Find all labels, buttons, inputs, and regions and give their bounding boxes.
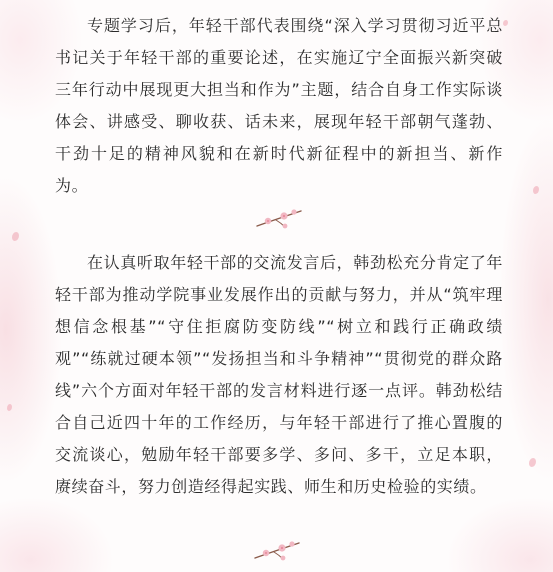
petal-icon — [529, 458, 536, 467]
article-paragraph-1: 专题学习后，年轻干部代表围绕“深入学习贯彻习近平总书记关于年轻干部的重要论述，在实施辽宁全面振兴新突破三年行动中展现更大担当和作为”主题，结合自身工作实际谈体会、讲感受、聊收获、话未来，展现年轻干部朝气蓬勃、干劲十足的精神风貌和在新时代新征程中的新担当、新作为。 — [55, 16, 503, 195]
petal-icon — [7, 404, 12, 411]
plum-blossom-branch-icon — [252, 537, 302, 563]
petal-icon — [12, 232, 19, 241]
petal-icon — [503, 20, 508, 26]
article-paragraph-2: 在认真听取年轻干部的交流发言后，韩劲松充分肯定了年轻干部为推动学院事业发展作出的贡献与努力，并从“筑牢理想信念根基”“守住拒腐防变防线”“树立和践行正确政绩观”“练就过硬本领”“发扬担当和斗争精神”“贯彻党的群众路线”六个方面对年轻干部的发言材料进行逐一点评。韩劲松结合自己近四十年的工作经历，与年轻干部进行了推心置腹的交流谈心，勉励年轻干部要多学、多问、多干，立足本职，赓续奋斗，努力创造经得起实践、师生和历史检验的实绩。 — [55, 253, 503, 496]
plum-blossom-branch-icon — [254, 205, 304, 231]
petal-icon — [533, 186, 539, 194]
